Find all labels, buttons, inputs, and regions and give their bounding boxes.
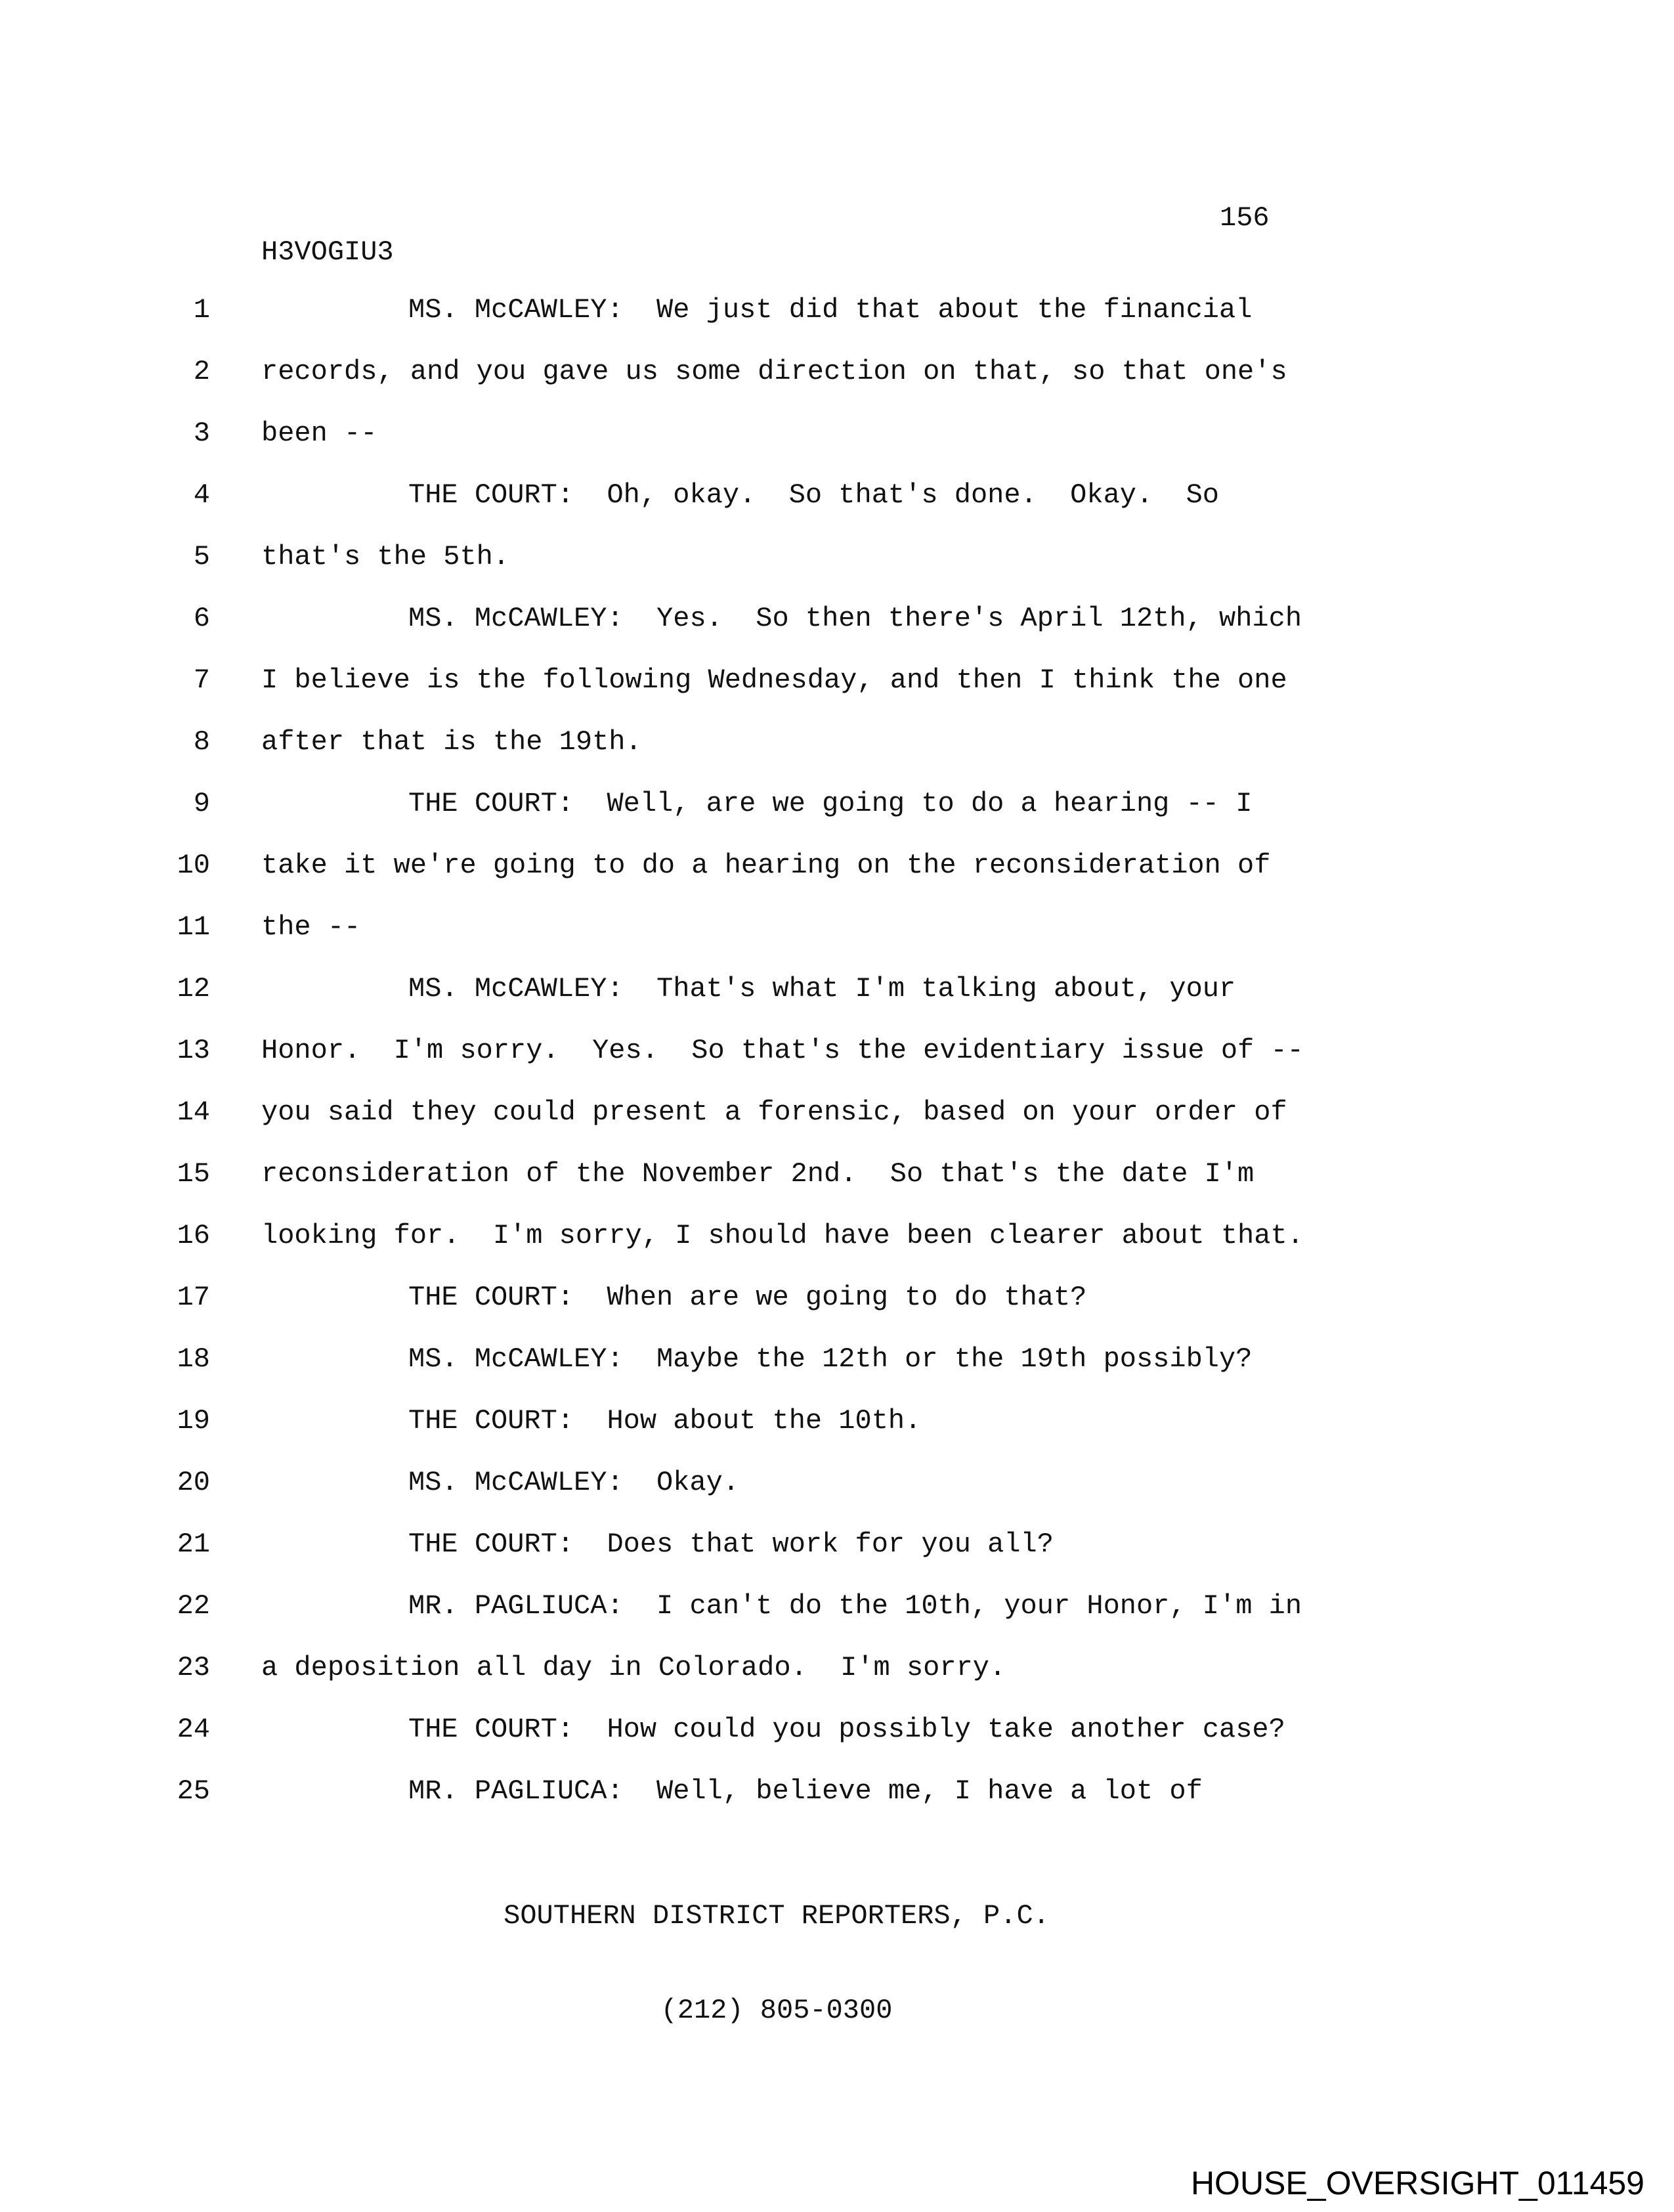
- transcript-line: [0, 1096, 1674, 1158]
- transcript-line: [0, 1590, 1674, 1652]
- line-number: 21: [177, 1529, 210, 1560]
- line-number: 6: [193, 603, 210, 634]
- line-text: MR. PAGLIUCA: Well, believe me, I have a lot of: [408, 1775, 1203, 1807]
- transcript-line: [0, 1529, 1674, 1590]
- line-text: a deposition all day in Colorado. I'm sorry.: [261, 1652, 1006, 1683]
- line-number: 4: [193, 479, 210, 511]
- transcript-line: [0, 1467, 1674, 1529]
- transcript-line: [0, 1158, 1674, 1220]
- line-text: that's the 5th.: [261, 541, 510, 573]
- line-number: 8: [193, 726, 210, 758]
- transcript-line: [0, 788, 1674, 850]
- line-text: THE COURT: How about the 10th.: [408, 1405, 922, 1437]
- line-number: 19: [177, 1405, 210, 1437]
- line-text: looking for. I'm sorry, I should have been clearer about that.: [261, 1220, 1304, 1251]
- line-text: reconsideration of the November 2nd. So that's the date I'm: [261, 1158, 1255, 1190]
- reporters-footer-name: SOUTHERN DISTRICT REPORTERS, P.C.: [504, 1900, 1050, 1932]
- line-text: THE COURT: Oh, okay. So that's done. Okay. So: [408, 479, 1220, 511]
- transcript-line: [0, 1405, 1674, 1467]
- line-text: THE COURT: Well, are we going to do a hearing -- I: [408, 788, 1253, 819]
- reporters-footer: [261, 1837, 1292, 2089]
- transcript-line: [0, 356, 1674, 418]
- line-text: MS. McCAWLEY: We just did that about the financial: [408, 294, 1253, 326]
- line-text: the --: [261, 911, 361, 943]
- line-number: 18: [177, 1343, 210, 1375]
- line-number: 1: [193, 294, 210, 326]
- line-number: 11: [177, 911, 210, 943]
- line-number: 15: [177, 1158, 210, 1190]
- line-text: MS. McCAWLEY: Maybe the 12th or the 19th possibly?: [408, 1343, 1253, 1375]
- transcript-line: [0, 1220, 1674, 1282]
- transcript-line: [0, 541, 1674, 603]
- line-text: THE COURT: When are we going to do that?: [408, 1282, 1087, 1313]
- line-number: 7: [193, 664, 210, 696]
- line-text: THE COURT: How could you possibly take another case?: [408, 1714, 1285, 1745]
- line-text: THE COURT: Does that work for you all?: [408, 1529, 1054, 1560]
- line-text: after that is the 19th.: [261, 726, 642, 758]
- line-text: MS. McCAWLEY: Yes. So then there's April 12th, which: [408, 603, 1302, 634]
- transcript-line: [0, 418, 1674, 479]
- line-text: take it we're going to do a hearing on the reconsideration of: [261, 850, 1271, 881]
- transcript-line: [0, 479, 1674, 541]
- line-number: 5: [193, 541, 210, 573]
- line-text: been --: [261, 418, 377, 449]
- line-text: MS. McCAWLEY: Okay.: [408, 1467, 740, 1498]
- line-text: you said they could present a forensic, based on your order of: [261, 1096, 1287, 1128]
- line-text: MR. PAGLIUCA: I can't do the 10th, your Honor, I'm in: [408, 1590, 1302, 1622]
- transcript-line: [0, 973, 1674, 1035]
- bates-stamp: HOUSE_OVERSIGHT_011459: [1190, 2165, 1644, 2201]
- transcript-line: [0, 1343, 1674, 1405]
- transcript-line: [0, 1282, 1674, 1343]
- line-number: 17: [177, 1282, 210, 1313]
- line-number: 23: [177, 1652, 210, 1683]
- transcript-line: [0, 1035, 1674, 1096]
- transcript-line: [0, 850, 1674, 911]
- transcript-line: [0, 1775, 1674, 1837]
- line-number: 2: [193, 356, 210, 387]
- transcript-line: [0, 294, 1674, 356]
- line-number: 16: [177, 1220, 210, 1251]
- line-number: 25: [177, 1775, 210, 1807]
- line-text: records, and you gave us some direction on that, so that one's: [261, 356, 1287, 387]
- line-text: Honor. I'm sorry. Yes. So that's the evidentiary issue of --: [261, 1035, 1304, 1066]
- reporters-footer-phone: (212) 805-0300: [660, 1995, 893, 2026]
- line-text: I believe is the following Wednesday, and then I think the one: [261, 664, 1287, 696]
- transcript-line: [0, 603, 1674, 664]
- line-number: 10: [177, 850, 210, 881]
- line-number: 13: [177, 1035, 210, 1066]
- line-number: 12: [177, 973, 210, 1005]
- page-number: 156: [1220, 202, 1270, 234]
- line-number: 14: [177, 1096, 210, 1128]
- line-number: 3: [193, 418, 210, 449]
- transcript-line: [0, 726, 1674, 788]
- line-number: 24: [177, 1714, 210, 1745]
- transcript-line: [0, 1714, 1674, 1775]
- line-number: 9: [193, 788, 210, 819]
- transcript-line: [0, 664, 1674, 726]
- line-number: 20: [177, 1467, 210, 1498]
- transcript-line: [0, 911, 1674, 973]
- line-text: MS. McCAWLEY: That's what I'm talking about, your: [408, 973, 1236, 1005]
- transcript-body: [0, 294, 1674, 1837]
- transcript-line: [0, 1652, 1674, 1714]
- session-id: H3VOGIU3: [261, 236, 394, 268]
- line-number: 22: [177, 1590, 210, 1622]
